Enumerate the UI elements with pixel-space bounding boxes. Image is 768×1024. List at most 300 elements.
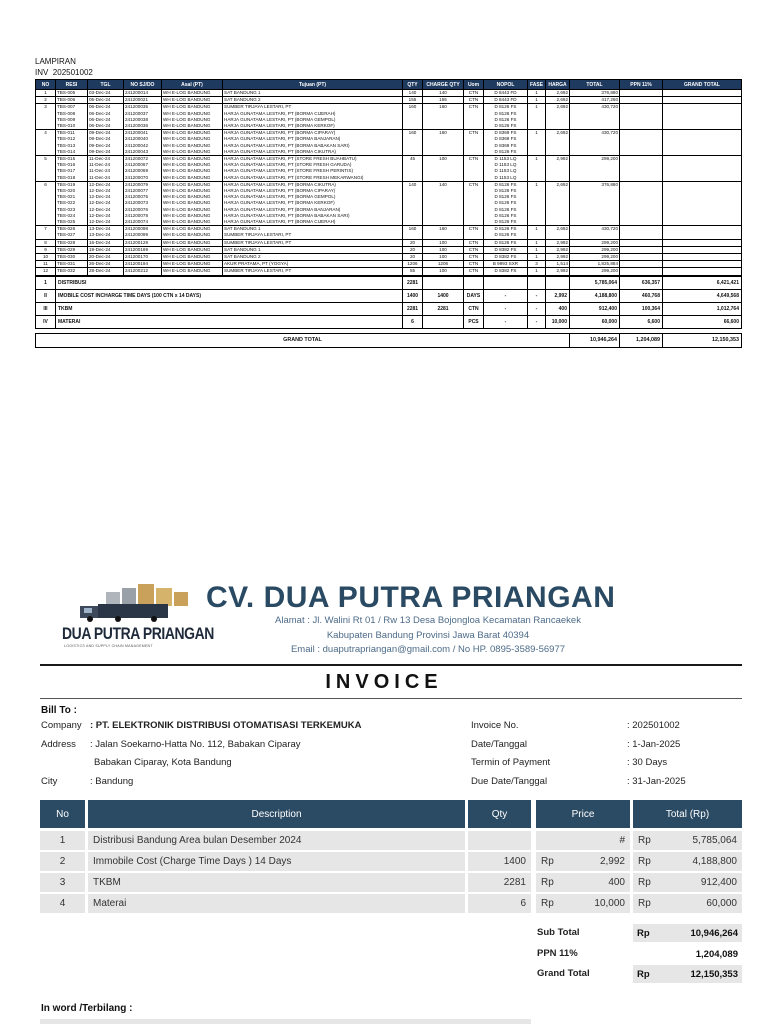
row-charge-qty (423, 219, 464, 226)
row-destination: SUMBER TIRJAYA LESTARI, PT (223, 104, 403, 111)
row-charge-qty: 160 (423, 130, 464, 137)
row-no: 3 (36, 104, 56, 111)
row-no: 11 (36, 261, 56, 268)
row-fase (528, 149, 546, 156)
row-charge-qty: 100 (423, 254, 464, 261)
row-destination: SAT BANDUNG 1 (223, 90, 403, 97)
summary-fase: - (528, 302, 546, 315)
row-nopol: D 8126 FS (484, 207, 528, 213)
row-date: 06-Dec-24 (88, 123, 124, 130)
item-total: 60,000 (663, 894, 742, 913)
summary-qty: 1400 (403, 289, 423, 302)
col-header-description: Description (88, 800, 465, 828)
row-ppn (620, 268, 663, 275)
row-qty (403, 149, 423, 156)
lampiran-row (36, 104, 742, 111)
row-sj-do: 241200078 (124, 213, 162, 219)
in-word-label: In word /Terbilang : (41, 1003, 133, 1014)
lampiran-row (36, 246, 742, 253)
sub-total-box (633, 924, 742, 942)
row-ppn (620, 104, 663, 111)
bill-to-label: Bill To : (41, 705, 77, 716)
lampiran-row (36, 219, 742, 226)
summary-description: TKBM (56, 302, 403, 315)
row-ppn (620, 149, 663, 156)
summary-ppn: 636,357 (620, 276, 663, 289)
row-nopol: D 1153 LQ (484, 156, 528, 163)
row-ppn (620, 239, 663, 246)
company-name: CV. DUA PUTRA PRIANGAN (206, 581, 616, 614)
lampiran-row (36, 130, 742, 137)
row-grand-total (663, 232, 742, 239)
row-nopol: D 8126 FS (484, 200, 528, 206)
row-charge-qty: 160 (423, 226, 464, 233)
row-harga: 2,692 (546, 130, 570, 137)
row-origin: WH E-LOG BANDUNG (162, 246, 223, 253)
row-charge-qty: 140 (423, 90, 464, 97)
row-ppn (620, 123, 663, 130)
row-total: 299,200 (570, 239, 620, 246)
summary-grand-total: 1,012,764 (663, 302, 742, 315)
row-destination: HARJA GUNATAMA LESTARI, PT (STORE FRESH PERINTIS) (223, 168, 403, 174)
company-address-line-1: Alamat : Jl. Walini Rt 01 / Rw 13 Desa Bojongloa Kecamatan Rancaekek (275, 615, 581, 626)
row-grand-total (663, 90, 742, 97)
lampiran-col-header: FASE (528, 80, 546, 90)
lampiran-section (35, 57, 741, 348)
row-nopol: D 8126 FS (484, 104, 528, 111)
row-no: 2 (36, 97, 56, 104)
row-qty: 160 (403, 104, 423, 111)
row-date: 26-Dec-24 (88, 261, 124, 268)
row-destination: HARJA GUNATAMA LESTARI, PT (STORE FRESH BUAHBATU) (223, 156, 403, 163)
summary-ppn: 6,600 (620, 315, 663, 328)
row-nopol: D 8126 FS (484, 232, 528, 239)
item-total: 4,188,800 (663, 852, 742, 871)
row-destination: SAT BANDUNG 1 (223, 226, 403, 233)
row-grand-total (663, 156, 742, 163)
row-date: 12-Dec-24 (88, 194, 124, 200)
grand-total-currency: Rp (637, 968, 650, 980)
row-destination: HARJA GUNATAMA LESTARI, PT (BORMA CIJERAH) (223, 219, 403, 226)
row-origin: WH E-LOG BANDUNG (162, 149, 223, 156)
row-resi: TBS-016 (56, 162, 88, 168)
row-nopol: D 1153 LQ (484, 162, 528, 168)
row-charge-qty (423, 232, 464, 239)
row-destination: HARJA GUNATAMA LESTARI, PT (BORMA CIPARAY) (223, 130, 403, 137)
summary-uom (464, 276, 484, 289)
summary-nopol: - (484, 315, 528, 328)
row-uom: CTN (464, 226, 484, 233)
row-date: 12-Dec-24 (88, 181, 124, 188)
row-date: 11-Dec-24 (88, 168, 124, 174)
row-destination: SAT BANDUNG 1 (223, 246, 403, 253)
lampiran-row (36, 156, 742, 163)
row-uom (464, 175, 484, 182)
row-resi: TBS-026 (56, 226, 88, 233)
city-label: City (41, 776, 58, 787)
row-date: 20-Dec-24 (88, 254, 124, 261)
company-value: : PT. ELEKTRONIK DISTRIBUSI OTOMATISASI TERKEMUKA (90, 720, 362, 731)
summary-total: 60,000 (570, 315, 620, 328)
row-resi: TBS-031 (56, 261, 88, 268)
row-nopol: D 8443 FD (484, 97, 528, 104)
row-resi: TBS-023 (56, 207, 88, 213)
row-date: 11-Dec-24 (88, 162, 124, 168)
city-value: : Bandung (90, 776, 134, 787)
row-harga: 2,992 (546, 239, 570, 246)
row-qty: 20 (403, 254, 423, 261)
row-nopol: D 8126 FS (484, 219, 528, 226)
row-nopol: D 1153 LQ (484, 175, 528, 182)
row-origin: WH E-LOG BANDUNG (162, 168, 223, 174)
row-date: 12-Dec-24 (88, 213, 124, 219)
address-label: Address (41, 739, 76, 750)
item-qty (468, 831, 531, 850)
row-sj-do: 241200169 (124, 246, 162, 253)
summary-description: DISTRIBUSI (56, 276, 403, 289)
item-qty: 2281 (468, 873, 531, 892)
item-no: 4 (40, 894, 85, 913)
summary-no: 1 (36, 276, 56, 289)
row-destination: SAT BANDUNG 2 (223, 97, 403, 104)
row-uom (464, 219, 484, 226)
lampiran-col-header: CHARGE QTY (423, 80, 464, 90)
row-grand-total (663, 130, 742, 137)
sub-total-currency: Rp (637, 927, 650, 939)
row-origin: WH E-LOG BANDUNG (162, 143, 223, 149)
row-resi: TBS-022 (56, 200, 88, 206)
invoice-no-label: Invoice No. (471, 720, 519, 731)
row-destination: HARJA GUNATAMA LESTARI, PT (STORE FRESH GARUDA) (223, 162, 403, 168)
ppn-label: PPN 11% (537, 948, 578, 959)
row-uom: CTN (464, 181, 484, 188)
row-ppn (620, 261, 663, 268)
item-total-currency: Rp (633, 873, 663, 892)
lampiran-invoice-number (35, 67, 741, 78)
row-ppn (620, 254, 663, 261)
row-fase (528, 232, 546, 239)
row-no (36, 123, 56, 130)
row-destination: HARJA GUNATAMA LESTARI, PT (BORMA BANJARAN) (223, 207, 403, 213)
summary-row (36, 276, 742, 289)
row-grand-total (663, 239, 742, 246)
row-resi: TBS-027 (56, 232, 88, 239)
item-no: 3 (40, 873, 85, 892)
row-grand-total (663, 219, 742, 226)
row-ppn (620, 232, 663, 239)
row-nopol: D 8126 FS (484, 123, 528, 130)
row-origin: WH E-LOG BANDUNG (162, 97, 223, 104)
col-header-price: Price (536, 800, 630, 828)
summary-description: IMOBILE COST INCHARGE TIME DAYS (100 CTN x 14 DAYS) (56, 289, 403, 302)
title-divider (40, 698, 742, 699)
row-origin: WH E-LOG BANDUNG (162, 117, 223, 123)
row-ppn (620, 90, 663, 97)
row-fase: 1 (528, 181, 546, 188)
row-nopol: D 8126 FS (484, 181, 528, 188)
item-qty: 6 (468, 894, 531, 913)
summary-ppn: 100,364 (620, 302, 663, 315)
row-nopol: D 8382 FS (484, 254, 528, 261)
row-harga: 2,692 (546, 104, 570, 111)
row-sj-do: 241200037 (124, 111, 162, 117)
row-no: 12 (36, 268, 56, 275)
row-harga: 2,692 (546, 97, 570, 104)
row-ppn (620, 246, 663, 253)
row-qty: 1206 (403, 261, 423, 268)
row-resi: TBS-010 (56, 123, 88, 130)
row-date: 11-Dec-24 (88, 156, 124, 163)
row-uom: CTN (464, 246, 484, 253)
item-description: TKBM (88, 873, 465, 892)
row-origin: WH E-LOG BANDUNG (162, 194, 223, 200)
row-charge-qty: 100 (423, 246, 464, 253)
lampiran-col-header: Tujuan (PT) (223, 80, 403, 90)
summary-no: II (36, 289, 56, 302)
row-date: 12-Dec-24 (88, 200, 124, 206)
item-price: 10,000 (566, 894, 630, 913)
summary-charge-qty (423, 315, 464, 328)
row-qty: 160 (403, 226, 423, 233)
row-resi: TBS-019 (56, 181, 88, 188)
row-qty: 20 (403, 246, 423, 253)
lampiran-grand-total-table (35, 333, 742, 348)
grand-total-box (633, 965, 742, 983)
row-date: 05-Dec-24 (88, 97, 124, 104)
row-resi: TBS-018 (56, 175, 88, 182)
row-sj-do: 241200079 (124, 181, 162, 188)
row-charge-qty (423, 123, 464, 130)
row-destination: HARJA GUNATAMA LESTARI, PT (BORMA CIPARAY) (223, 188, 403, 194)
row-charge-qty: 1206 (423, 261, 464, 268)
row-sj-do: 241200038 (124, 117, 162, 123)
row-ppn (620, 181, 663, 188)
row-sj-do: 241200194 (124, 261, 162, 268)
col-header-total: Total (Rp) (633, 800, 742, 828)
row-resi: TBS-005 (56, 90, 88, 97)
row-grand-total (663, 104, 742, 111)
row-destination: HARJA GUNATAMA LESTARI, PT (BORMA CIKUTRA) (223, 149, 403, 156)
row-qty (403, 232, 423, 239)
item-qty: 1400 (468, 852, 531, 871)
summary-fase (528, 276, 546, 289)
row-harga: 1,514 (546, 261, 570, 268)
row-fase: 3 (528, 261, 546, 268)
row-resi: TBS-014 (56, 149, 88, 156)
row-total: 1,825,884 (570, 261, 620, 268)
row-charge-qty: 140 (423, 181, 464, 188)
row-charge-qty (423, 175, 464, 182)
letterhead-divider (40, 664, 742, 666)
lampiran-col-header: NO SJ/DO (124, 80, 162, 90)
row-origin: WH E-LOG BANDUNG (162, 175, 223, 182)
row-destination: HARJA GUNATAMA LESTARI, PT (BORMA GEMPOL) (223, 117, 403, 123)
row-no: 1 (36, 90, 56, 97)
row-ppn (620, 156, 663, 163)
row-date: 09-Dec-24 (88, 143, 124, 149)
summary-grand-total: 66,600 (663, 315, 742, 328)
row-ppn (620, 219, 663, 226)
row-origin: WH E-LOG BANDUNG (162, 130, 223, 137)
row-origin: WH E-LOG BANDUNG (162, 254, 223, 261)
item-total: 5,785,064 (663, 831, 742, 850)
logo-text: DUA PUTRA PRIANGAN (62, 624, 214, 643)
row-no (36, 175, 56, 182)
company-logo (58, 578, 214, 656)
row-fase: 1 (528, 226, 546, 233)
row-date: 16-Dec-24 (88, 239, 124, 246)
summary-nopol (484, 276, 528, 289)
row-destination: SUMBER TIRJAYA LESTARI, PT (223, 232, 403, 239)
row-nopol: D 8369 FS (484, 143, 528, 149)
row-destination: HARJA GUNATAMA LESTARI, PT (BORMA KERKOF) (223, 123, 403, 130)
lampiran-row (36, 123, 742, 130)
summary-qty: 2281 (403, 276, 423, 289)
lampiran-col-header: Uom (464, 80, 484, 90)
row-destination: HARJA GUNATAMA LESTARI, PT (BORMA BANJARAN) (223, 136, 403, 142)
lampiran-col-header: NOPOL (484, 80, 528, 90)
row-nopol: D 8126 FS (484, 117, 528, 123)
row-sj-do: 241200212 (124, 268, 162, 275)
summary-harga: 400 (546, 302, 570, 315)
row-no: 7 (36, 226, 56, 233)
row-date: 09-Dec-24 (88, 130, 124, 137)
row-uom: CTN (464, 261, 484, 268)
row-origin: WH E-LOG BANDUNG (162, 261, 223, 268)
row-harga (546, 149, 570, 156)
row-total: 376,880 (570, 181, 620, 188)
lampiran-row (36, 254, 742, 261)
summary-harga (546, 276, 570, 289)
row-total: 417,260 (570, 97, 620, 104)
lampiran-col-header: Asal (PT) (162, 80, 223, 90)
row-grand-total (663, 181, 742, 188)
row-resi: TBS-007 (56, 104, 88, 111)
row-date: 11-Dec-24 (88, 175, 124, 182)
lampiran-row (36, 181, 742, 188)
lampiran-col-header: HARGA (546, 80, 570, 90)
summary-row (36, 302, 742, 315)
row-resi: TBS-009 (56, 117, 88, 123)
row-origin: WH E-LOG BANDUNG (162, 136, 223, 142)
summary-harga: 10,000 (546, 315, 570, 328)
grand-total-label: GRAND TOTAL (36, 333, 570, 347)
row-sj-do: 241200040 (124, 136, 162, 142)
sub-total-label: Sub Total (537, 927, 580, 938)
row-date: 09-Dec-24 (88, 136, 124, 142)
row-charge-qty: 100 (423, 156, 464, 163)
row-sj-do: 241200076 (124, 207, 162, 213)
col-header-no: No (40, 800, 85, 828)
ppn-box (633, 945, 742, 963)
summary-charge-qty (423, 276, 464, 289)
summary-fase: - (528, 315, 546, 328)
row-fase: 1 (528, 156, 546, 163)
lampiran-title: LAMPIRAN (35, 57, 76, 66)
row-grand-total (663, 254, 742, 261)
row-sj-do: 241200043 (124, 149, 162, 156)
row-harga (546, 232, 570, 239)
row-no (36, 232, 56, 239)
summary-nopol: - (484, 302, 528, 315)
row-date: 28-Dec-24 (88, 268, 124, 275)
row-destination: HARJA GUNATAMA LESTARI, PT (STORE FRESH MEKARWANGI) (223, 175, 403, 182)
row-uom: CTN (464, 156, 484, 163)
inv-value: 202501002 (52, 68, 93, 77)
row-grand-total (663, 97, 742, 104)
summary-no: IV (36, 315, 56, 328)
row-no: 5 (36, 156, 56, 163)
summary-charge-qty: 1400 (423, 289, 464, 302)
row-no: 8 (36, 239, 56, 246)
row-date: 06-Dec-24 (88, 104, 124, 111)
row-total (570, 149, 620, 156)
row-no (36, 219, 56, 226)
row-total (570, 219, 620, 226)
row-charge-qty: 155 (423, 97, 464, 104)
summary-harga: 2,992 (546, 289, 570, 302)
row-origin: WH E-LOG BANDUNG (162, 181, 223, 188)
row-resi: TBS-029 (56, 246, 88, 253)
row-harga: 2,692 (546, 90, 570, 97)
row-uom (464, 149, 484, 156)
row-nopol: D 8382 FS (484, 246, 528, 253)
row-resi: TBS-011 (56, 130, 88, 137)
row-fase: 1 (528, 104, 546, 111)
row-harga: 2,992 (546, 156, 570, 163)
row-resi: TBS-015 (56, 156, 88, 163)
lampiran-row (36, 232, 742, 239)
row-origin: WH E-LOG BANDUNG (162, 188, 223, 194)
row-uom: CTN (464, 268, 484, 275)
row-fase (528, 219, 546, 226)
row-origin: WH E-LOG BANDUNG (162, 123, 223, 130)
row-uom: CTN (464, 104, 484, 111)
company-address-line-2: Kabupaten Bandung Provinsi Jawa Barat 40394 (326, 630, 530, 641)
item-price-currency: Rp (536, 894, 566, 913)
grand-total-total: 10,946,264 (570, 333, 620, 347)
row-charge-qty: 100 (423, 268, 464, 275)
row-fase: 1 (528, 130, 546, 137)
row-total: 376,880 (570, 90, 620, 97)
summary-total: 912,400 (570, 302, 620, 315)
row-origin: WH E-LOG BANDUNG (162, 268, 223, 275)
row-total: 299,200 (570, 268, 620, 275)
row-sj-do: 241200041 (124, 130, 162, 137)
row-sj-do: 241200074 (124, 219, 162, 226)
row-no: 9 (36, 246, 56, 253)
row-qty (403, 219, 423, 226)
lampiran-col-header: TOTAL (570, 80, 620, 90)
summary-row (36, 289, 742, 302)
row-fase (528, 123, 546, 130)
logo-subtitle: LOGISTICS AND SUPPLY CHAIN MANAGEMENT (64, 644, 153, 648)
row-resi: TBS-006 (56, 97, 88, 104)
row-sj-do: 241200128 (124, 239, 162, 246)
row-origin: WH E-LOG BANDUNG (162, 213, 223, 219)
item-price-currency: Rp (536, 873, 566, 892)
row-destination: HARJA GUNATAMA LESTARI, PT (BORMA CIJERAH) (223, 111, 403, 117)
row-resi: TBS-024 (56, 213, 88, 219)
row-ppn (620, 175, 663, 182)
row-nopol: D 8126 FS (484, 188, 528, 194)
row-harga: 2,692 (546, 181, 570, 188)
summary-total: 4,188,800 (570, 289, 620, 302)
row-total: 430,720 (570, 104, 620, 111)
row-date: 19-Dec-24 (88, 246, 124, 253)
term-value: : 30 Days (627, 757, 668, 768)
ppn-value: 1,204,089 (695, 948, 738, 960)
